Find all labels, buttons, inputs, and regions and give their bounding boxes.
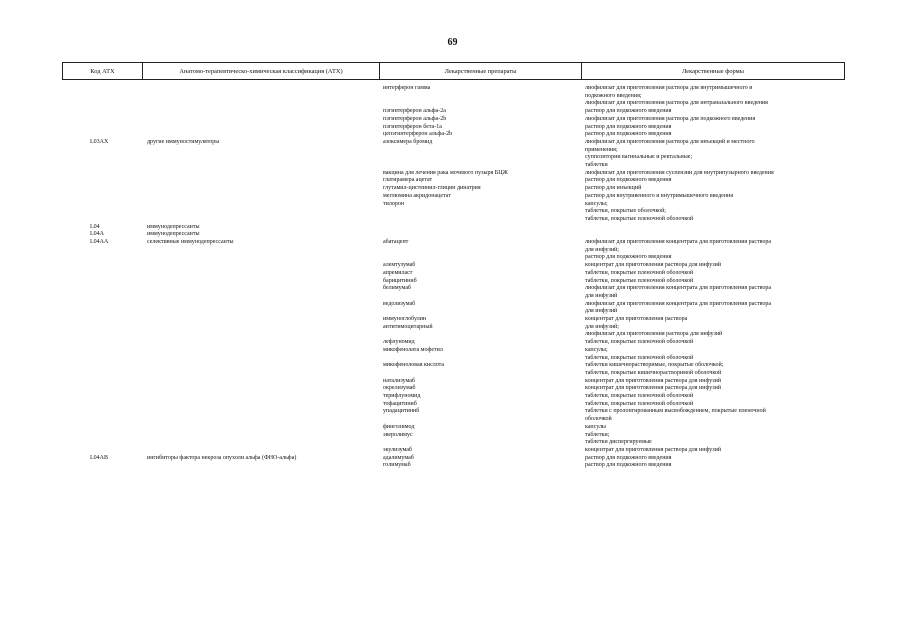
dosage-form: таблетки, покрытые пленочной оболочкой — [585, 400, 694, 407]
dosage-form: для инфузий; — [585, 323, 619, 330]
atc-code: L04 — [90, 223, 100, 230]
drug-name: пэгинтерферон бета-1a — [383, 123, 442, 130]
dosage-form: для инфузий — [585, 292, 618, 299]
dosage-form: раствор для инъекций — [585, 185, 642, 192]
dosage-form: таблетки, покрытые пленочной оболочкой — [585, 354, 694, 361]
atc-class: селективные иммунодепрессанты — [147, 239, 234, 245]
header-drugs: Лекарственные препараты — [379, 62, 581, 80]
drug-name: экулизумаб — [383, 446, 412, 453]
drug-name: глатирамера ацетат — [383, 177, 433, 184]
header-forms: Лекарственные формы — [581, 62, 845, 80]
dosage-form: лиофилизат для приготовления раствора для инъекций и местного — [585, 138, 755, 145]
dosage-form: таблетки, покрытые оболочкой; — [585, 208, 666, 215]
drug-name: адалимумаб — [383, 454, 414, 461]
atc-code: L04A — [90, 231, 104, 238]
dosage-form: лиофилизат для приготовления раствора для инфузий — [585, 331, 723, 338]
dosage-form: капсулы; — [585, 346, 608, 353]
header-classification: Анатомо-терапевтическо-химическая классификация (АТХ) — [142, 62, 379, 80]
drug-name: пэгинтерферон альфа-2a — [383, 108, 446, 115]
drug-name: терифлуномид — [383, 393, 421, 399]
dosage-form: лиофилизат для приготовления концентрата для приготовления раствора — [585, 285, 772, 292]
drug-name: белимумаб — [383, 285, 412, 292]
dosage-form: раствор для подкожного введения — [585, 254, 672, 261]
dosage-form: таблетки, покрытые кишечнорастворимой оболочкой — [585, 369, 722, 376]
dosage-form: раствор для подкожного введения — [585, 454, 672, 461]
dosage-form: раствор для подкожного введения — [585, 123, 672, 130]
dosage-form: раствор для внутривенного и внутримышечного введения — [585, 192, 733, 199]
dosage-form: концентрат для приготовления раствора для инфузий — [585, 377, 721, 384]
drug-name: иммуноглобулин — [383, 316, 427, 322]
page-number: 69 — [447, 37, 458, 48]
dosage-form: таблетки диспергируемые — [585, 439, 652, 446]
drug-name: ведолизумаб — [383, 300, 416, 307]
drug-name: эверолимус — [383, 431, 413, 438]
dosage-form: таблетки, покрытые пленочной оболочкой — [585, 215, 694, 222]
dosage-form: лиофилизат для приготовления раствора для внутримышечного и — [585, 85, 753, 91]
dosage-form: капсулы — [585, 423, 606, 430]
dosage-form: оболочкой — [585, 416, 612, 423]
atc-class: ингибиторы фактора некроза опухоли альфа (ФНО-альфа) — [147, 454, 297, 461]
drug-name: тилорон — [383, 200, 405, 207]
dosage-form: лиофилизат для приготовления концентрата для приготовления раствора — [585, 239, 772, 245]
atc-code: L04AA — [90, 239, 109, 245]
dosage-form: таблетки, покрытые пленочной оболочкой — [585, 393, 694, 399]
atc-class: иммунодепрессанты — [147, 231, 200, 238]
dosage-form: для инфузий; — [585, 246, 619, 253]
drug-name: алемтузумаб — [383, 262, 416, 269]
drug-name: тофацитиниб — [383, 400, 417, 407]
drug-name: интерферон гамма — [383, 85, 431, 91]
drug-name: пэгинтерферон альфа-2b — [383, 115, 447, 122]
drug-name: микофенолата мофетил — [383, 346, 443, 353]
dosage-form: лиофилизат для приготовления раствора для подкожного введения — [585, 115, 756, 122]
dosage-form: раствор для подкожного введения — [585, 462, 672, 469]
dosage-form: таблетки; — [585, 431, 610, 438]
dosage-form: раствор для подкожного введения — [585, 108, 672, 115]
drug-name: азоксимера бромид — [383, 138, 433, 145]
dosage-form: таблетки с пролонгированным высвобождением, покрытые пленочной — [585, 408, 766, 415]
drug-name: микофеноловая кислота — [383, 362, 445, 369]
drug-name: барицитиниб — [383, 277, 417, 284]
dosage-form: таблетки кишечнорастворимые, покрытые оболочкой; — [585, 362, 724, 369]
dosage-form: таблетки, покрытые пленочной оболочкой — [585, 339, 694, 346]
drug-name: антитимоцитарный — [383, 323, 433, 330]
dosage-form: таблетки — [585, 162, 608, 168]
dosage-form: таблетки, покрытые пленочной оболочкой — [585, 269, 694, 276]
dosage-form: для инфузий — [585, 308, 618, 315]
dosage-form: концентрат для приготовления раствора — [585, 316, 688, 322]
dosage-form: капсулы; — [585, 200, 608, 207]
drug-name: меглюмина акридонацетат — [383, 192, 451, 199]
atc-code: L03AX — [90, 138, 109, 145]
dosage-form: лиофилизат для приготовления суспензии для внутрипузырного введения — [585, 169, 774, 176]
drug-name: абатацепт — [383, 239, 409, 245]
atc-class: другие иммуностимуляторы — [147, 138, 220, 145]
dosage-form: раствор для подкожного введения — [585, 131, 672, 138]
dosage-form: лиофилизат для приготовления концентрата для приготовления раствора — [585, 300, 772, 307]
drug-name: глутамил-цистеинил-глицин динатрия — [383, 185, 481, 192]
drug-name: финголимод — [383, 423, 415, 430]
dosage-form: таблетки, покрытые пленочной оболочкой — [585, 277, 694, 284]
drug-name: апремиласт — [383, 269, 413, 276]
dosage-form: суппозитории вагинальные и ректальные; — [585, 154, 693, 161]
atc-class: иммунодепрессанты — [147, 223, 200, 230]
dosage-form: концентрат для приготовления раствора для инфузий — [585, 446, 721, 453]
dosage-form: применения; — [585, 146, 618, 153]
drug-name: натализумаб — [383, 377, 415, 384]
drug-name: окрелизумаб — [383, 385, 416, 392]
drug-name: лефлуномид — [383, 339, 415, 346]
dosage-form: подкожного введения; — [585, 92, 642, 99]
dosage-form: раствор для подкожного введения — [585, 177, 672, 184]
dosage-form: концентрат для приготовления раствора для инфузий — [585, 385, 721, 392]
dosage-form: лиофилизат для приготовления раствора для интраназального введения — [585, 100, 768, 107]
drug-name: упадацитиниб — [383, 408, 420, 415]
dosage-form: концентрат для приготовления раствора для инфузий — [585, 262, 721, 269]
drug-name: голимумаб — [383, 462, 411, 469]
header-code: Код АТХ — [62, 62, 142, 80]
atc-code: L04AB — [90, 454, 108, 461]
drug-name: вакцина для лечения рака мочевого пузыря БЦЖ — [383, 169, 508, 176]
drug-name: цепэгинтерферон альфа-2b — [383, 131, 453, 138]
